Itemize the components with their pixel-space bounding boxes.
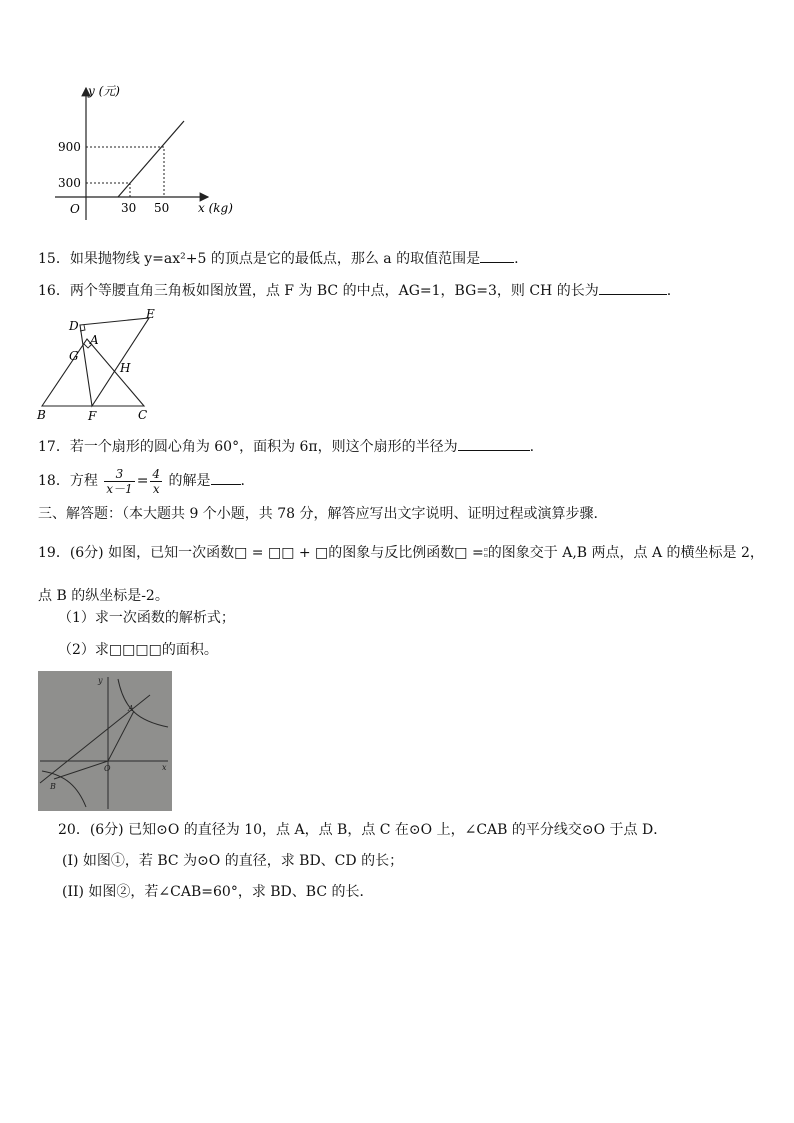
q16-end: .	[666, 283, 672, 299]
triangle-def	[80, 318, 149, 406]
cost-line	[118, 121, 184, 197]
q18-frac1-den: x－1	[106, 481, 133, 496]
question-18	[38, 464, 245, 498]
fig19-label-y: y	[98, 676, 103, 685]
fig19-label-b: B	[50, 782, 56, 791]
q19-tiny-fraction: ▫ ▫	[483, 546, 488, 559]
q19-sub1: （1）求一次函数的解析式；	[58, 610, 235, 626]
function-graph-photo	[38, 671, 172, 811]
q19-inverse-formula: □ =	[454, 545, 484, 561]
x-tick-30: 30	[121, 201, 137, 215]
q18-equals: =	[136, 473, 149, 489]
origin-label: O	[70, 202, 80, 216]
hyperbola-branch-1	[118, 679, 168, 727]
line-ob	[54, 761, 108, 779]
q18-frac1-num: 3	[104, 467, 134, 482]
q19-sub2	[58, 640, 218, 660]
y-axis-label: y (元)	[88, 84, 120, 98]
q20-line1: 20．(6分) 已知⊙O 的直径为 10，点 A，点 B，点 C 在⊙O 上，∠CAB 的平分线交⊙O 于点 D．	[58, 822, 668, 838]
q18-fraction-1	[104, 467, 134, 496]
q18-suffix: 的解是	[168, 473, 211, 489]
q15-answer-blank[interactable]	[480, 248, 514, 263]
q16-text: 16．两个等腰直角三角板如图放置，点 F 为 BC 的中点，AG=1，BG=3，则 CH 的长为	[38, 283, 599, 299]
y-tick-300: 300	[58, 176, 81, 190]
function-graph	[38, 671, 172, 811]
q18-end: .	[240, 473, 245, 489]
q19-sub2-pre: （2）求	[58, 642, 109, 658]
q17-end: .	[529, 439, 535, 455]
q17-text: 17．若一个扇形的圆心角为 60°，面积为 6π，则这个扇形的半径为	[38, 439, 458, 455]
q17-answer-blank[interactable]	[458, 436, 530, 451]
label-e: E	[146, 307, 155, 321]
q18-frac2-den: x	[152, 481, 160, 496]
label-h: H	[120, 361, 131, 375]
label-g: G	[69, 349, 79, 363]
q18-prefix: 18．方程	[38, 473, 98, 489]
fig19-label-o: O	[104, 764, 111, 773]
question-19	[38, 543, 764, 563]
label-c: C	[138, 408, 148, 422]
y-tick-900: 900	[58, 140, 81, 154]
q20-sub2: (II) 如图②，若∠CAB=60°，求 BD、BC 的长．	[62, 884, 374, 900]
label-d: D	[69, 319, 79, 333]
q18-frac2-num: 4	[152, 466, 161, 481]
q19-part2: 的图象与反比例函数	[328, 545, 455, 561]
label-f: F	[88, 409, 97, 423]
q15-text: 15．如果抛物线 y=ax²+5 的顶点是它的最低点，那么 a 的取值范围是	[38, 251, 481, 267]
q16-answer-blank[interactable]	[599, 280, 667, 295]
q19-sub2-box: □□□□	[108, 642, 162, 658]
triangle-figure	[34, 306, 164, 424]
q18-fraction-2	[150, 467, 162, 496]
question-15	[38, 248, 519, 269]
q19-part1: 19．(6分) 如图，已知一次函数	[38, 545, 235, 561]
label-b: B	[37, 408, 46, 422]
q20-sub1: (I) 如图①，若 BC 为⊙O 的直径，求 BD、CD 的长；	[62, 853, 404, 869]
q18-answer-blank[interactable]	[211, 470, 241, 485]
q19-sub2-post: 的面积。	[161, 642, 218, 658]
q19-linear-formula: □ = □□ + □	[234, 545, 329, 561]
x-tick-50: 50	[154, 201, 170, 215]
fig19-label-a: A	[128, 704, 134, 713]
price-weight-graph	[50, 80, 240, 230]
x-axis-label: x (kg)	[198, 201, 233, 215]
section-3-heading: 三、解答题：（本大题共 9 个小题，共 78 分，解答应写出文字说明、证明过程或演算步骤.	[38, 506, 598, 522]
fig19-label-x: x	[162, 763, 167, 772]
q19-line2: 点 B 的纵坐标是-2。	[38, 588, 169, 604]
question-17	[38, 436, 534, 457]
q19-part3: 的图象交于 A,B 两点，点 A 的横坐标是 2，	[487, 545, 764, 561]
question-16	[38, 280, 671, 301]
q15-end: .	[514, 251, 519, 267]
label-a: A	[90, 333, 99, 347]
